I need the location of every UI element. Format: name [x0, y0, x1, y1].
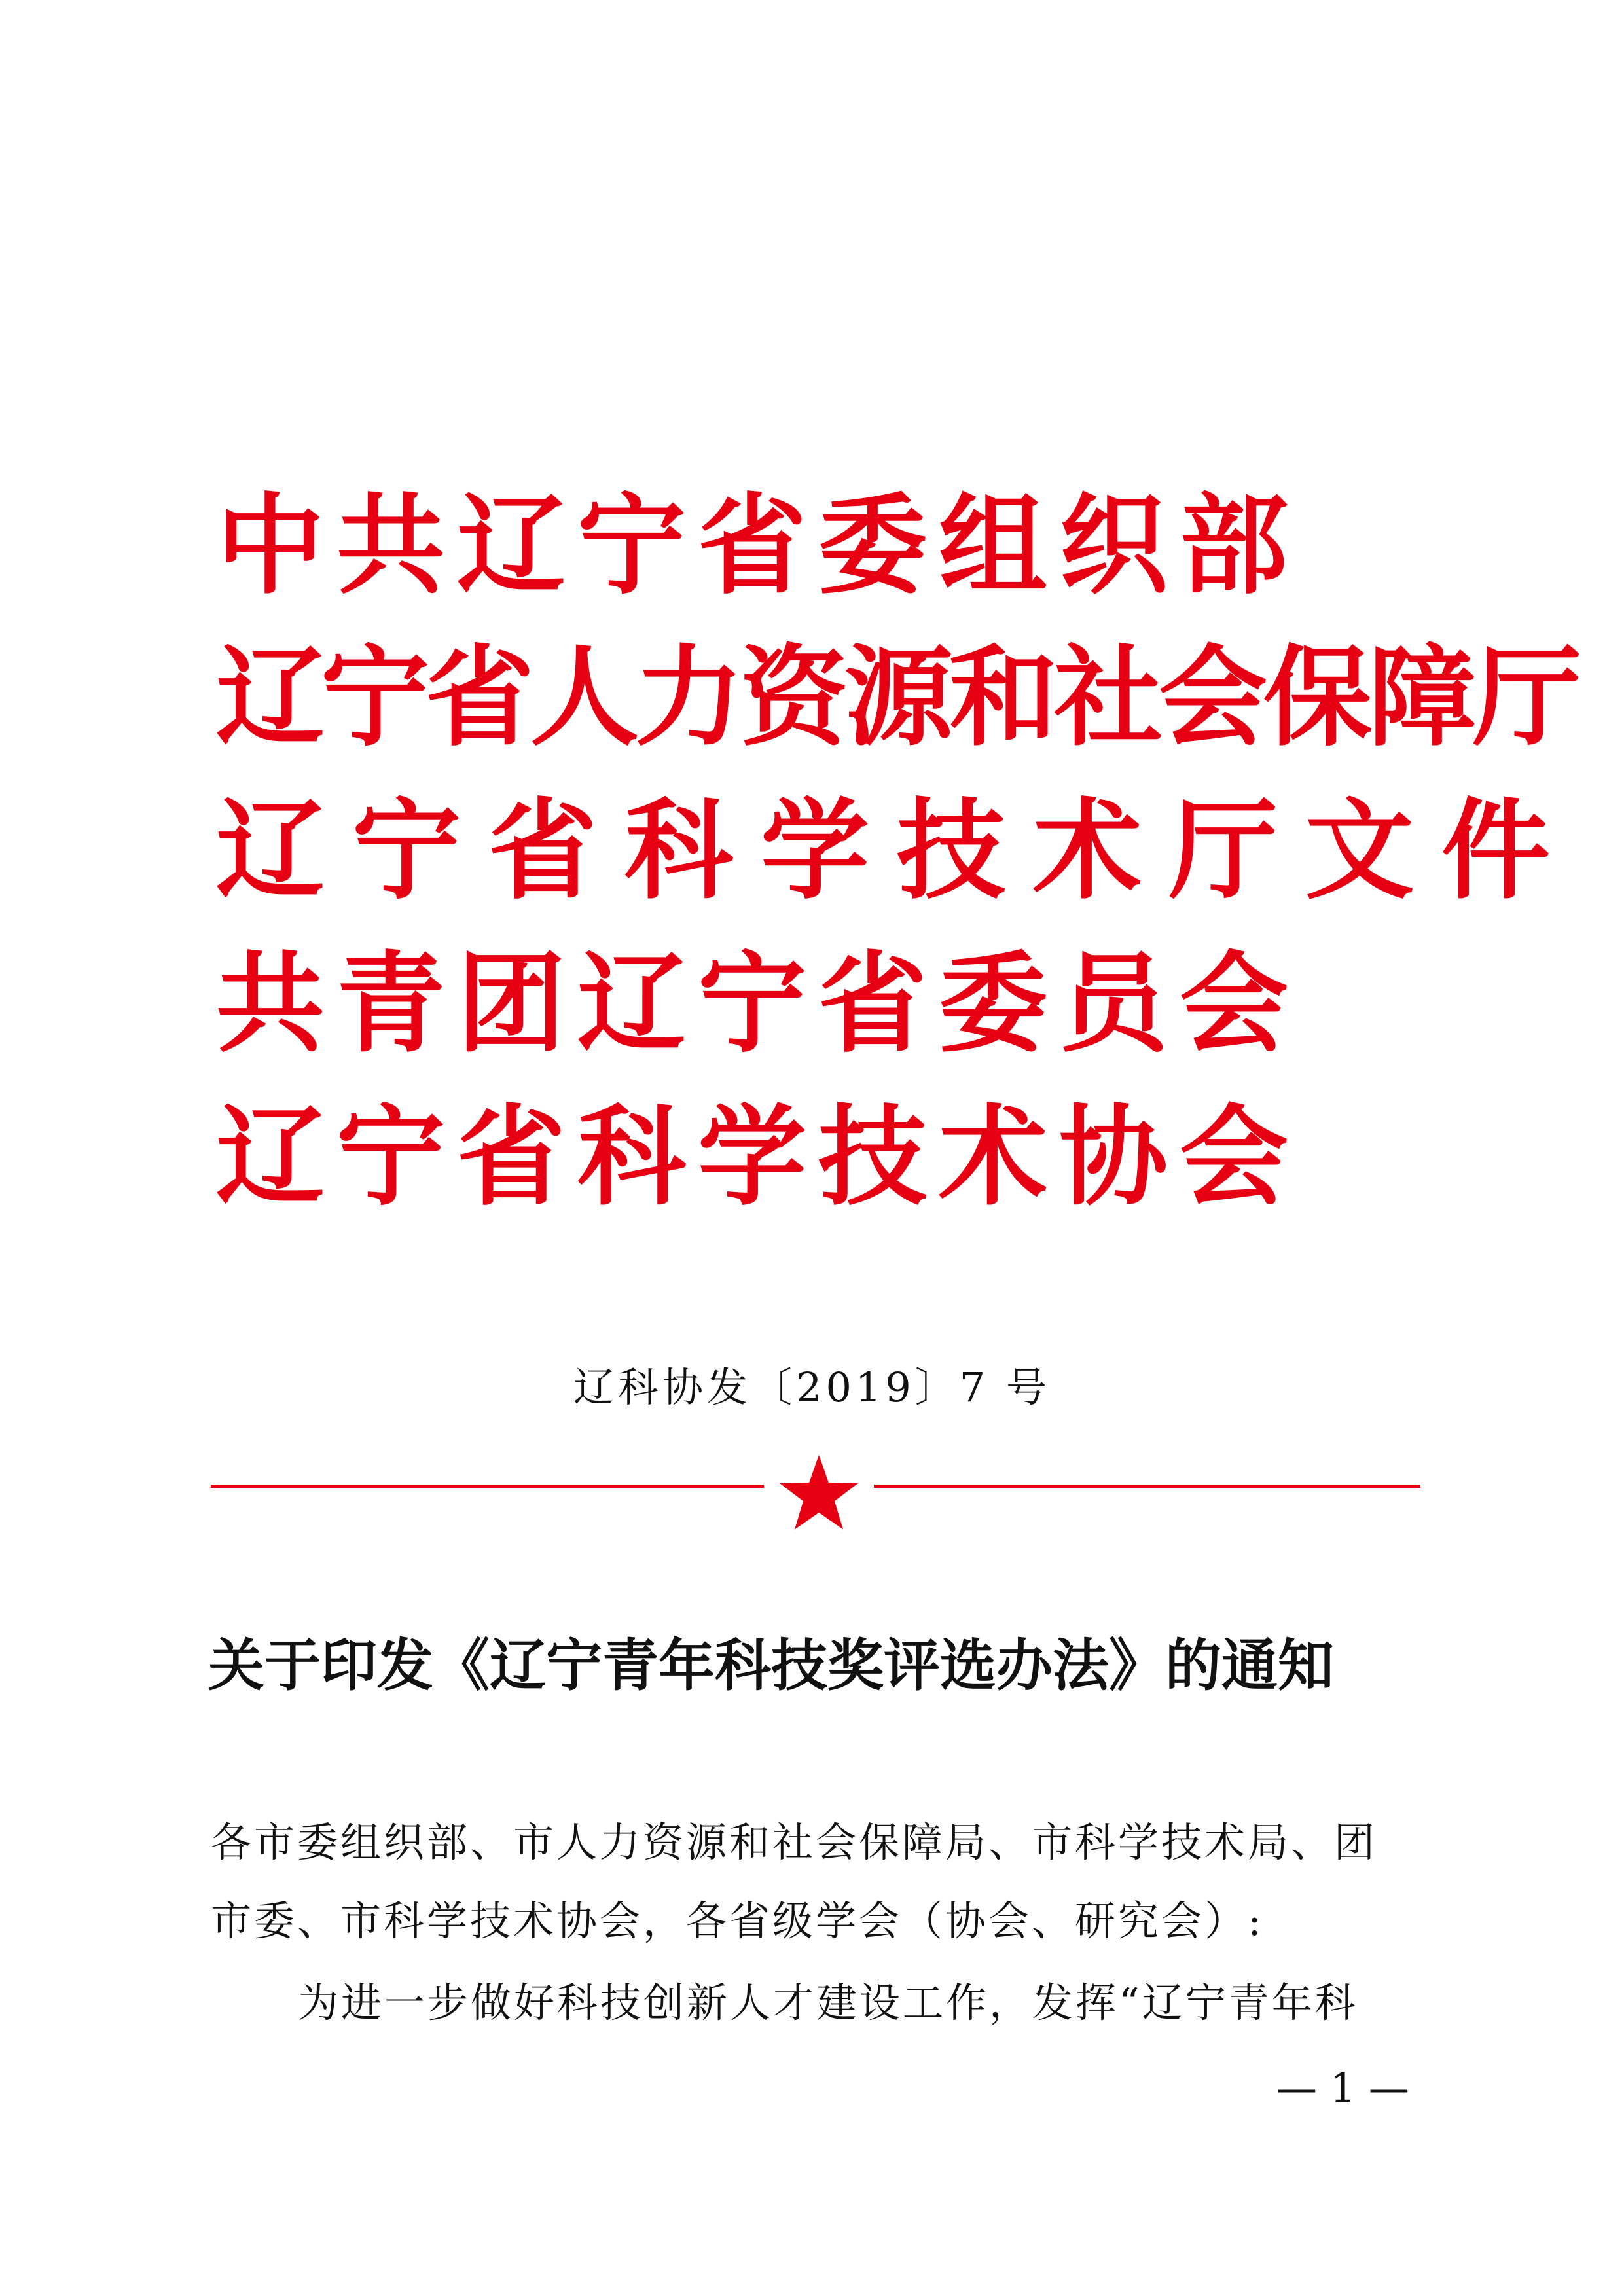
issuer-line: 共青团辽宁省委员会 [216, 941, 1300, 1068]
document-number: 辽科协发〔2019〕7 号 [573, 1363, 1051, 1411]
addressee-line: 各市委组织部、市人力资源和社会保障局、市科学技术局、团 [211, 1818, 1378, 1866]
issuer-line: 辽宁省科学技术厅文件 [216, 788, 1578, 914]
separator-line-left [211, 1485, 764, 1488]
body-paragraph: 为进一步做好科技创新人才建设工作，发挥“辽宁青年科 [298, 1979, 1358, 2027]
star-icon [778, 1453, 860, 1532]
issuer-line: 中共辽宁省委组织部 [216, 483, 1300, 609]
separator-line-right [874, 1485, 1420, 1488]
page-number: — 1 — [1276, 2064, 1409, 2112]
issuer-line: 辽宁省科学技术协会 [216, 1094, 1300, 1221]
notice-title: 关于印发《辽宁青年科技奖评选办法》的通知 [208, 1633, 1334, 1699]
issuer-line: 辽宁省人力资源和社会保障厅 [216, 635, 1578, 761]
addressee-line: 市委、市科学技术协会，各省级学会（协会、研究会）: [211, 1897, 1264, 1945]
